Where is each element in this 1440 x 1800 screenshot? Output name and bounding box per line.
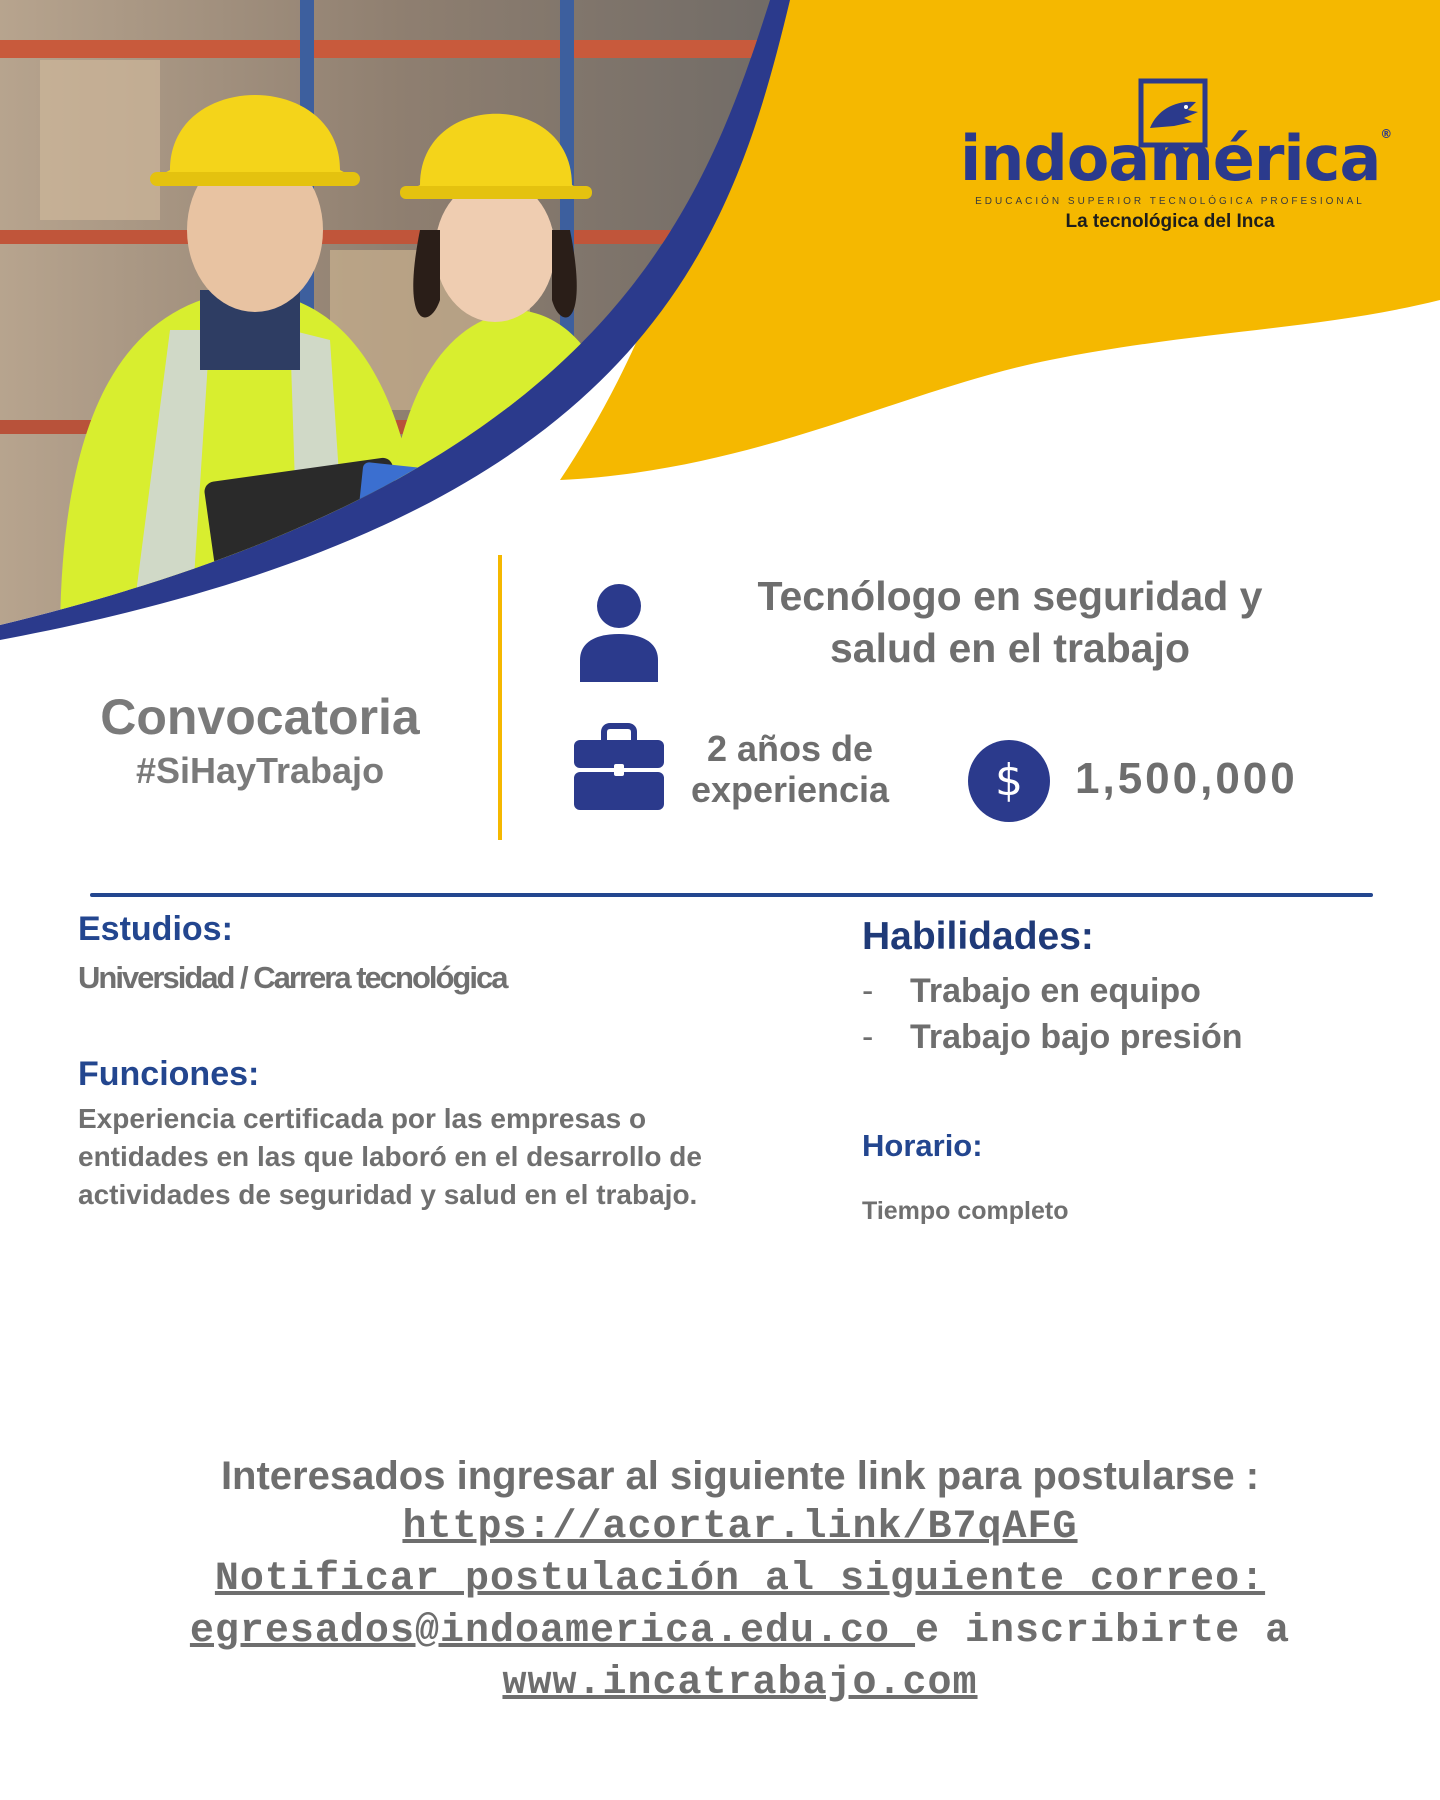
funciones-heading: Funciones: [78,1055,260,1093]
skill-item: - Trabajo bajo presión [862,1014,1382,1060]
website-link[interactable]: www.incatrabajo.com [502,1661,978,1706]
estudios-value: Universidad / Carrera tecnológica [78,960,507,995]
convocatoria-title: Convocatoria [100,689,420,745]
logo-wordmark: indoamérica® [960,122,1392,195]
habilidades-heading: Habilidades: [862,915,1094,958]
notify-text: Notificar postulación al siguiente correo: [214,1557,1266,1602]
horizontal-divider [90,893,1373,897]
job-title [690,570,1330,675]
registered-mark: ® [1380,127,1392,141]
horario-heading: Horario: [862,1128,983,1163]
register-text: e inscribirte a [915,1609,1291,1654]
experience-line1: 2 años de [706,728,874,769]
logo-tagline: EDUCACIÓN SUPERIOR TECNOLÓGICA PROFESIONAL [975,196,1365,207]
indoamerica-logo [960,78,1392,248]
skill-bullet: - [862,1018,874,1056]
person-icon [580,582,658,682]
experience-text [670,728,910,811]
briefcase-icon [572,720,666,814]
skill-bullet: - [862,972,874,1010]
job-title-line2: salud en el trabajo [830,625,1190,672]
hashtag: #SiHayTrabajo [135,750,385,791]
application-instructions [120,1450,1360,1710]
skill-item: - Trabajo en equipo [862,968,1382,1014]
skills-list [862,968,1382,1060]
experience-line2: experiencia [690,769,890,811]
application-link[interactable]: https://acortar.link/B7qAFG [402,1505,1078,1550]
vertical-divider [498,555,502,840]
email-link[interactable]: egresados@indoamerica.edu.co [189,1609,916,1654]
horario-value: Tiempo completo [862,1197,1069,1225]
salary-amount: 1,500,000 [1075,754,1298,803]
footer-intro: Interesados ingresar al siguiente link para postularse : [220,1454,1260,1498]
logo-subline: La tecnológica del Inca [1065,211,1275,232]
job-title-line1: Tecnólogo en seguridad y [757,573,1263,619]
dollar-icon: $ [968,740,1050,822]
estudios-heading: Estudios: [78,910,233,948]
funciones-value: Experiencia certificada por las empresas o entidades en las que laboró en el desarrollo de actividades de seguridad y salud en el trabajo. [78,1103,702,1210]
